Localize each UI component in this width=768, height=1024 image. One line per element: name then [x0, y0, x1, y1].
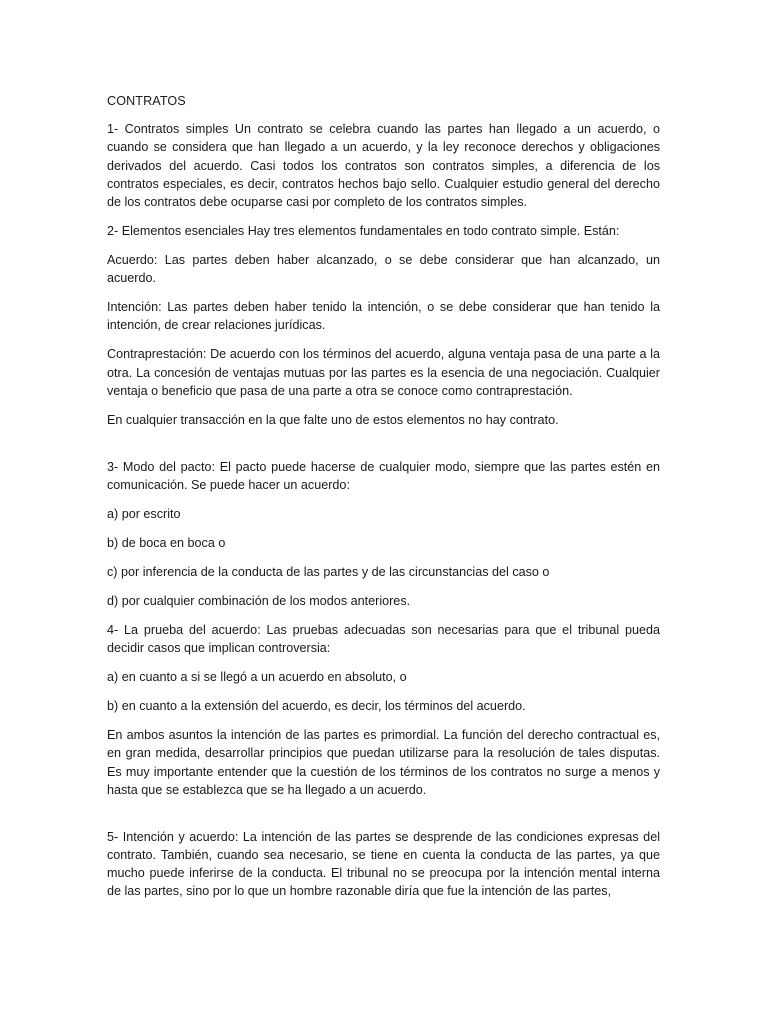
paragraph-prueba-del-acuerdo: 4- La prueba del acuerdo: Las pruebas adecuadas son necesarias para que el tribunal pueda decidir casos que implican controversia:	[107, 623, 660, 656]
list-item-por-escrito: a) por escrito	[107, 507, 181, 522]
document-title: CONTRATOS	[107, 94, 186, 108]
paragraph-gap	[107, 440, 660, 458]
paragraph-modo-del-pacto: 3- Modo del pacto: El pacto puede hacerse de cualquier modo, siempre que las partes estén en comunicación. Se puede hacer un acuerdo:	[107, 459, 660, 493]
paragraph-gap	[107, 810, 660, 828]
list-item-si-se-llego: a) en cuanto a si se llegó a un acuerdo en absoluto, o	[107, 670, 407, 685]
paragraph-contraprestacion: Contraprestación: De acuerdo con los términos del acuerdo, alguna ventaja pasa de una parte a la otra. La concesión de ventajas mutuas por las partes es la esencia de una negociación. Cualquier ventaja o beneficio que pasa de una parte a otra se conoce como contraprestación.	[107, 347, 660, 398]
paragraph-intencion-y-acuerdo: 5- Intención y acuerdo: La intención de las partes se desprende de las condiciones expresas del contrato. También, cuando sea necesario, se tiene en cuenta la conducta de las partes, ya que mucho puede inferirse de la conducta. El tribunal no se preocupa por la intención mental interna de las partes, sino por lo que un hombre razonable diría que fue la intención de las partes,	[107, 829, 660, 899]
list-item-combinacion: d) por cualquier combinación de los modos anteriores.	[107, 594, 411, 609]
list-item-por-inferencia: c) por inferencia de la conducta de las partes y de las circunstancias del caso o	[107, 565, 550, 580]
paragraph-falta-elementos: En cualquier transacción en la que falte uno de estos elementos no hay contrato.	[107, 412, 559, 427]
paragraph-ambos-asuntos: En ambos asuntos la intención de las partes es primordial. La función del derecho contractual es, en gran medida, desarrollar principios que puedan utilizarse para la resolución de tales disputas. Es muy importante entender que la cuestión de los términos de los contratos no surge a menos y hasta que se establezca que se ha llegado a un acuerdo.	[107, 728, 660, 797]
list-item-de-boca-en-boca: b) de boca en boca o	[107, 536, 226, 551]
paragraph-contratos-simples: 1- Contratos simples Un contrato se celebra cuando las partes han llegado a un acuerdo, o cuando se considera que han llegado a un acuerdo, y la ley reconoce derechos y obligaciones derivados del acuerdo. Casi todos los contratos son contratos simples, a diferencia de los contratos especiales, es decir, contratos hechos bajo sello. Cualquier estudio general del derecho de los contratos debe ocuparse casi por completo de los contratos simples.	[107, 122, 660, 210]
paragraph-elementos-esenciales: 2- Elementos esenciales Hay tres elementos fundamentales en todo contrato simple. Están:	[107, 224, 620, 239]
list-item-extension: b) en cuanto a la extensión del acuerdo, es decir, los términos del acuerdo.	[107, 699, 526, 714]
document-body	[107, 92, 660, 911]
paragraph-acuerdo: Acuerdo: Las partes deben haber alcanzado, o se debe considerar que han alcanzado, un acuerdo.	[107, 253, 660, 286]
paragraph-intencion: Intención: Las partes deben haber tenido la intención, o se debe considerar que han tenido la intención, de crear relaciones jurídicas.	[107, 300, 660, 333]
